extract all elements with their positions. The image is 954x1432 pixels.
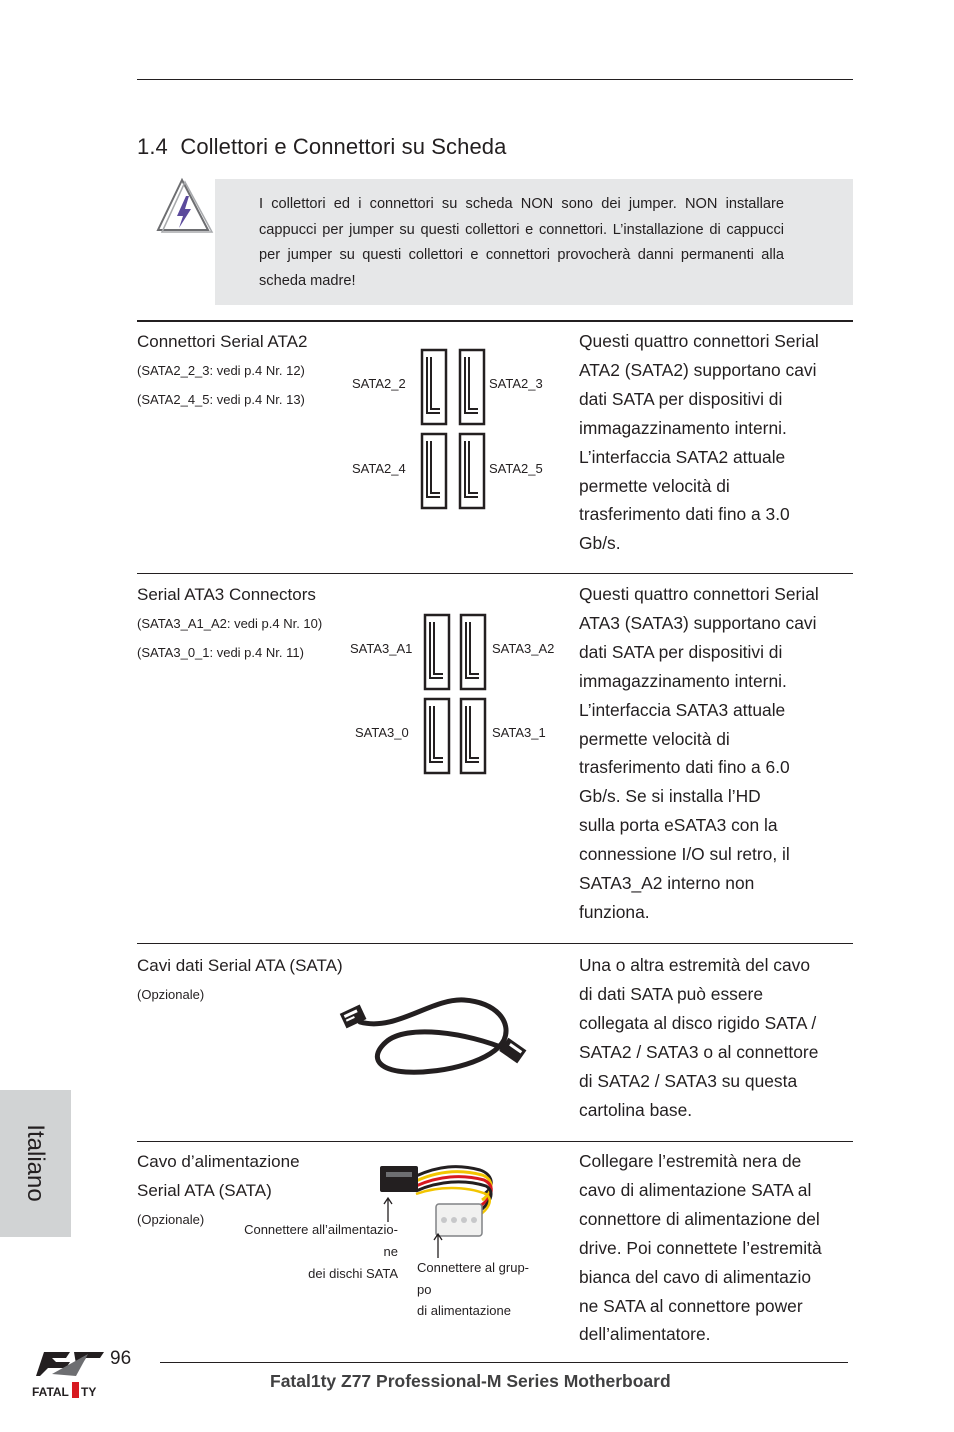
- arrow-up-icon-right: [433, 1232, 443, 1260]
- power-cable-title-2: Serial ATA (SATA): [137, 1181, 272, 1200]
- power-caption-right: Connettere al grup- po di alimentazione: [417, 1260, 530, 1318]
- sata3-label-1: SATA3_1: [492, 725, 546, 740]
- sata2-label-3: SATA2_3: [489, 376, 543, 391]
- warning-text: I collettori ed i connettori su scheda NON sono dei jumper. NON installare cappucci per jumper su questi collettori e connettori. L’installazione di cappucci per jumper su questi collettori e connettori provocherà danni permanenti alla scheda madre!: [259, 196, 784, 289]
- sata2-connector-5: [459, 433, 485, 509]
- section-rule-sata-cable: [137, 943, 853, 944]
- sata3-ref-2: (SATA3_0_1: vedi p.4 Nr. 11): [137, 645, 304, 660]
- sata-cable-title: Cavi dati Serial ATA (SATA): [137, 956, 343, 975]
- page-number: 96: [110, 1348, 132, 1369]
- language-tab: [0, 1090, 71, 1237]
- footer-title: Fatal1ty Z77 Professional-M Series Motherboard: [270, 1371, 671, 1391]
- sata3-connector-1: [460, 698, 486, 774]
- section-rule-power-cable: [137, 1141, 853, 1142]
- power-cable-optional: (Opzionale): [137, 1212, 205, 1227]
- sata3-label-a1: SATA3_A1: [350, 641, 413, 656]
- power-caption-left: Connettere all’ailmentazio- ne dei dischi SATA: [244, 1222, 398, 1281]
- sata2-title: Connettori Serial ATA2: [137, 332, 308, 351]
- sata2-ref-2: (SATA2_4_5: vedi p.4 Nr. 13): [137, 392, 305, 407]
- sata3-label-0: SATA3_0: [355, 725, 409, 740]
- sata2-connector-4: [421, 433, 447, 509]
- sata2-label-4: SATA2_4: [352, 461, 406, 476]
- sata2-description: Questi quattro connettori Serial ATA2 (SATA2) supportano cavi dati SATA per dispositivi di immagazzinamento interni. L’interfaccia SATA2 attuale permette velocità di trasferimento dati fino a 3.0 Gb/s.: [579, 331, 819, 554]
- sata-cable-optional: (Opzionale): [137, 987, 205, 1002]
- language-tab-label: Italiano: [22, 1124, 49, 1202]
- power-cable-title-1: Cavo d’alimentazione: [137, 1152, 300, 1171]
- sata3-connector-a2: [460, 614, 486, 690]
- sata2-connector-3: [459, 349, 485, 425]
- sata2-label-5: SATA2_5: [489, 461, 543, 476]
- sata2-label-2: SATA2_2: [352, 376, 406, 391]
- sata3-description: Questi quattro connettori Serial ATA3 (SATA3) supportano cavi dati SATA per dispositivi di immagazzinamento interni. L’interfaccia SATA3 attuale permette velocità di trasferimento dati fino a 6.0 Gb/s. Se si installa l’HD sulla porta eSATA3 con la connessione I/O sul retro, il SATA3_A2 interno non funziona.: [579, 584, 819, 922]
- sata2-connector-2: [421, 349, 447, 425]
- header-rule: [137, 79, 853, 80]
- sata2-ref-1: (SATA2_2_3: vedi p.4 Nr. 12): [137, 363, 305, 378]
- section-rule-sata3: [137, 573, 853, 574]
- sata3-label-a2: SATA3_A2: [492, 641, 555, 656]
- sata3-connector-a1: [424, 614, 450, 690]
- sata-cable-description: Una o altra estremità del cavo di dati SATA può essere collegata al disco rigido SATA / SATA2 / SATA3 o al connettore di SATA2 / SATA3 su questa cartolina base.: [579, 955, 819, 1120]
- sata-data-cable-image: [336, 992, 526, 1082]
- warning-triangle-icon: [156, 178, 216, 234]
- section-title: 1.4 Collettori e Connettori su Scheda: [137, 134, 507, 159]
- footer-rule: [160, 1362, 848, 1363]
- fatal1ty-logo-text: FATAL: [32, 1385, 69, 1399]
- sata3-ref-1: (SATA3_A1_A2: vedi p.4 Nr. 10): [137, 616, 323, 631]
- sata3-connector-0: [424, 698, 450, 774]
- power-cable-description: Collegare l’estremità nera de cavo di alimentazione SATA al connettore di alimentazione del drive. Poi connettete l’estremità bianca del cavo di alimentazio ne SATA al connettore power dell’alimentatore.: [579, 1151, 822, 1345]
- svg-text:TY: TY: [81, 1385, 97, 1399]
- sata3-title: Serial ATA3 Connectors: [137, 585, 316, 604]
- section-rule-sata2: [137, 320, 853, 322]
- fatal1ty-logo: [30, 1348, 110, 1402]
